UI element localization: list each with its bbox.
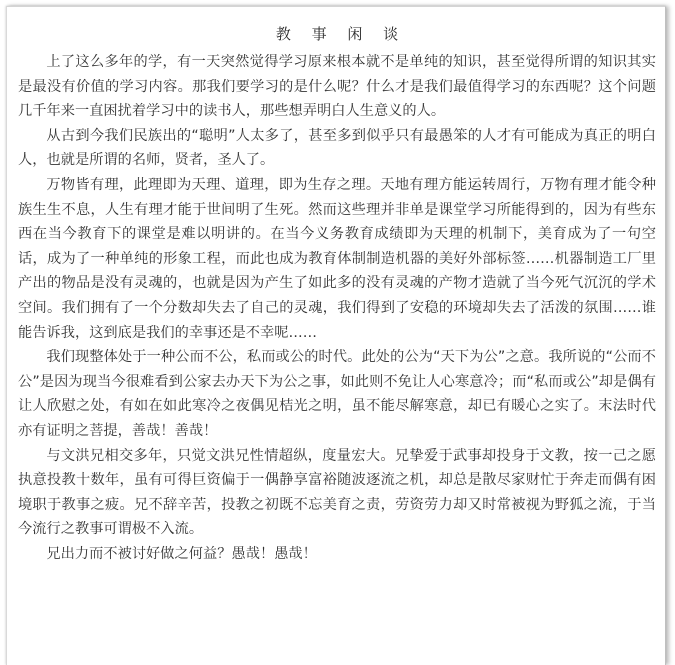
paragraph-6: 兄出力而不被讨好做之何益？愚哉！愚哉！ (46, 545, 317, 562)
paragraph-3: 万物皆有理，此理即为天理、道理，即为生存之理。天地有理方能运转周行，万物有理才能令种族生生不息，人生有理才能于世间明了生死。然而这些理并非单是课堂学习所能得到的，因为有些东西在当今教育下的课堂是难以明讲的。在当今义务教育成绩即为天理的机制下，美育成为了一句空话，成为了一种单纯的形象工程，而此也成为教育体制制造机器的美好外部标签……机器制造工厂里产出的物品是没有灵魂的，也就是因为产生了如此多的没有灵魂的产物才造就了当今死气沉沉的学术空间。我们拥有了一个分数却失去了自己的灵魂，我们得到了安稳的环境却失去了活泼的氛围……谁能告诉我，这到底是我们的幸事还是不幸呢…… (18, 176, 656, 341)
paragraph-1: 上了这么多年的学，有一天突然觉得学习原来根本就不是单纯的知识，甚至觉得所谓的知识其实是最没有价值的学习内容。那我们要学习的是什么呢？什么才是我们最值得学习的东西呢？这个问题几千年来一直困扰着学习中的读书人，那些想弄明白人生意义的人。 (18, 54, 656, 120)
paragraph-2: 从古到今我们民族出的“聪明”人太多了，甚至多到似乎只有最愚笨的人才有可能成为真正的明白人，也就是所谓的名师，贤者，圣人了。 (18, 127, 656, 169)
paragraph-5: 与文洪兄相交多年，只觉文洪兄性情超纵，度量宏大。兄挚爱于武事却投身于文教，按一己之愿执意投教十数年，虽有可得巨资偏于一偶静享富裕随波逐流之机，却总是散尽家财忙于奔走而偶有困境职于教事之疲。兄不辞辛苦，投教之初既不忘美育之责，劳资劳力却又时常被视为野狐之流，于当今流行之教事可谓极不入流。 (18, 447, 656, 538)
paragraph-4: 我们现整体处于一种公而不公，私而或公的时代。此处的公为“天下为公”之意。我所说的“公而不公”是因为现当今很难看到公家去办天下为公之事，如此则不免让人心寒意冷；而“私而或公”却是偶有让人欣慰之处，有如在如此寒冷之夜偶见桔光之明，虽不能尽解寒意，却已有暖心之实了。末法时代亦有证明之菩提，善哉！善哉！ (18, 349, 656, 439)
document-title: 教 事 闲 谈 (275, 25, 407, 43)
document-page (6, 6, 666, 665)
